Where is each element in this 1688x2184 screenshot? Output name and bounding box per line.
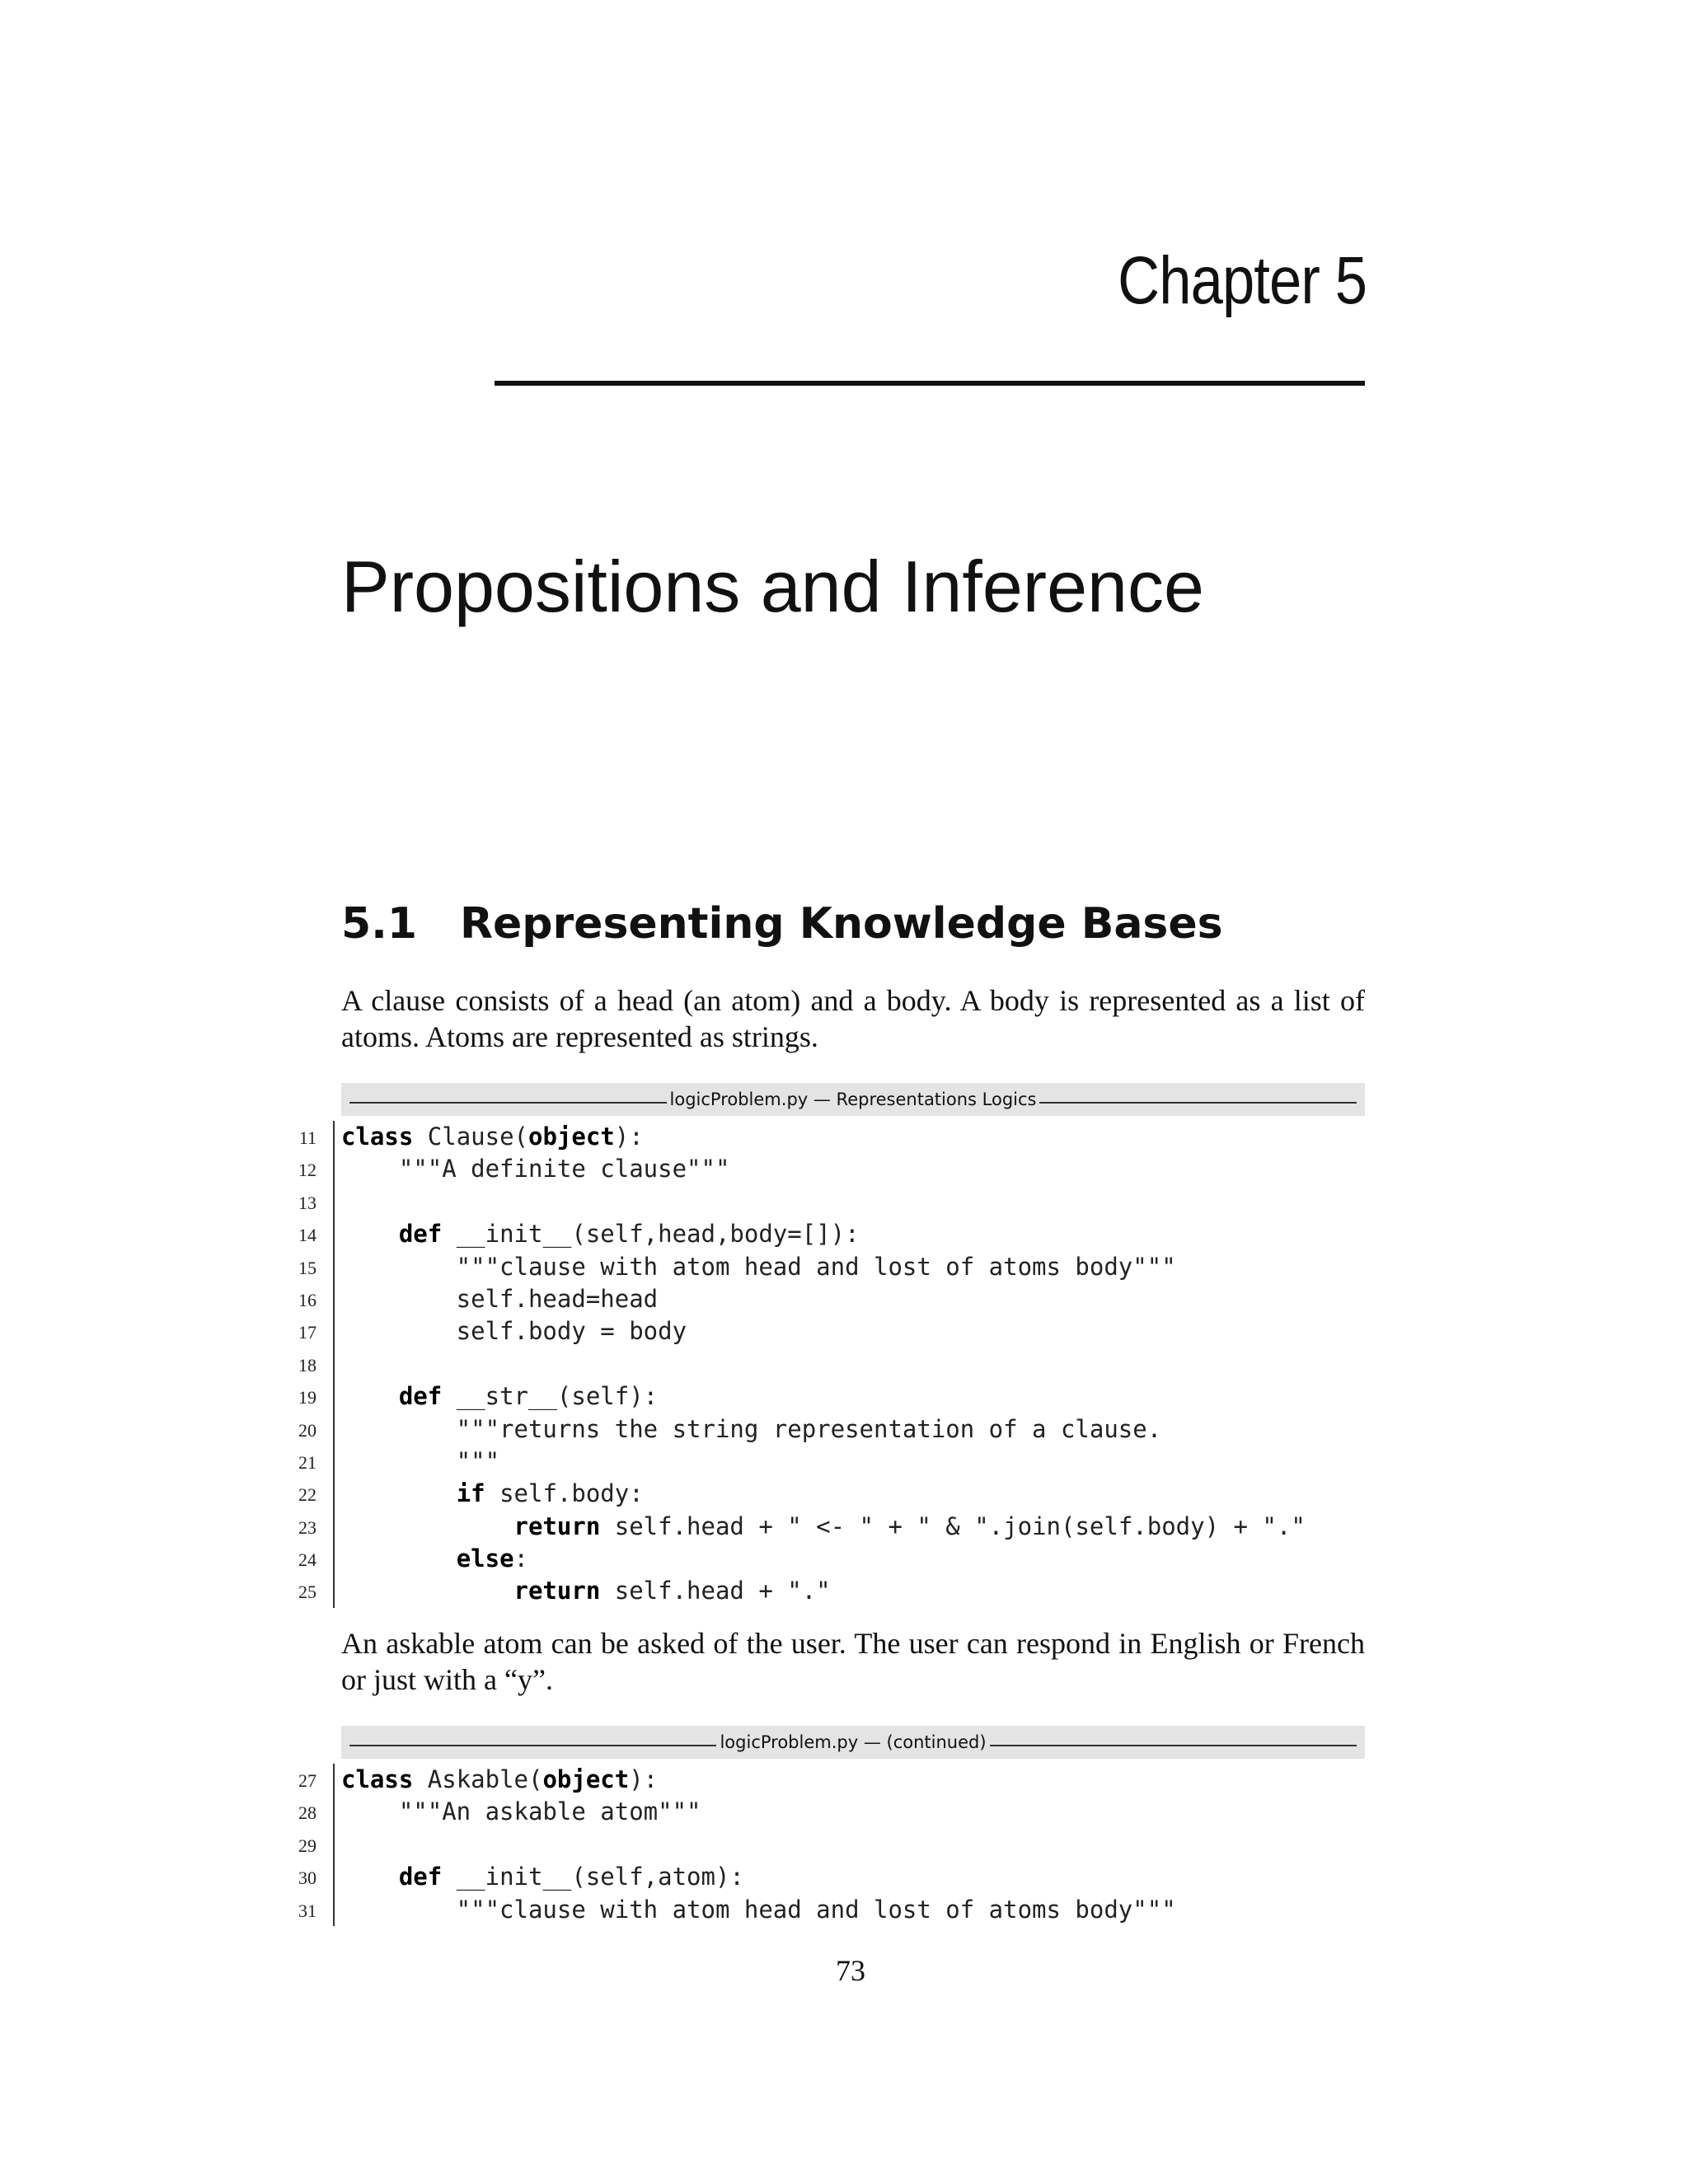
line-number: 18 — [298, 1354, 316, 1376]
code-text: """returns the string representation of a clause. — [341, 1414, 1162, 1443]
listing-caption: logicProblem.py — Representations Logics — [669, 1090, 1037, 1109]
line-number: 23 — [298, 1516, 316, 1538]
section-title: Representing Knowledge Bases — [460, 899, 1223, 949]
line-number: 17 — [298, 1322, 316, 1343]
code-text: class Clause(object): — [341, 1122, 644, 1151]
line-number: 22 — [298, 1484, 316, 1506]
line-number: 25 — [298, 1582, 316, 1603]
line-number: 15 — [298, 1257, 316, 1278]
line-number: 19 — [298, 1387, 316, 1408]
paragraph-clause-intro: A clause consists of a head (an atom) and a body. A body is represented as a list of atoms. Atoms are represented as strings. — [341, 984, 1365, 1053]
line-number: 12 — [298, 1160, 316, 1181]
code-text: """clause with atom head and lost of atoms body""" — [341, 1895, 1176, 1924]
chapter-label: Chapter 5 — [1118, 243, 1367, 318]
section-heading — [341, 899, 1223, 949]
listing-header-continued — [341, 1726, 1365, 1759]
code-text: if self.body: — [456, 1479, 644, 1508]
code-text: self.head=head — [341, 1284, 659, 1313]
listing-caption: logicProblem.py — (continued) — [720, 1732, 987, 1752]
code-text: """clause with atom head and lost of atoms body""" — [341, 1252, 1176, 1281]
line-number: 16 — [298, 1289, 316, 1310]
caption-rule-right — [990, 1745, 1357, 1746]
caption-rule-right — [1039, 1102, 1357, 1104]
caption-rule-left — [349, 1745, 716, 1746]
line-number: 30 — [298, 1868, 316, 1889]
code-gutter-bar — [333, 1121, 335, 1608]
code-text: return self.head + "." — [513, 1577, 831, 1605]
line-number: 28 — [298, 1802, 316, 1824]
section-number: 5.1 — [341, 899, 418, 949]
line-number: 24 — [298, 1549, 316, 1571]
line-number: 31 — [298, 1900, 316, 1921]
line-number: 14 — [298, 1225, 316, 1246]
listing-header — [341, 1083, 1365, 1116]
code-text: def __init__(self,head,body=[]): — [398, 1220, 860, 1249]
code-text: def __str__(self): — [398, 1382, 659, 1411]
line-number: 27 — [298, 1770, 316, 1791]
line-number: 11 — [298, 1127, 316, 1148]
code-text: else: — [456, 1544, 528, 1573]
code-text: self.body = body — [341, 1317, 687, 1346]
line-number: 29 — [298, 1835, 316, 1856]
code-text: """ — [341, 1446, 500, 1475]
code-text: return self.head + " <- " + " & ".join(self.body) + "." — [513, 1511, 1306, 1540]
code-text: class Askable(object): — [341, 1765, 659, 1793]
caption-rule-left — [349, 1102, 667, 1104]
code-text: def __init__(self,atom): — [398, 1863, 744, 1891]
line-number: 21 — [298, 1451, 316, 1473]
chapter-title: Propositions and Inference — [341, 546, 1204, 627]
code-text: """An askable atom""" — [341, 1797, 701, 1826]
line-number: 20 — [298, 1419, 316, 1441]
chapter-rule — [495, 381, 1365, 386]
page-number: 73 — [836, 1954, 865, 1987]
line-number: 13 — [298, 1192, 316, 1213]
code-text: """A definite clause""" — [341, 1155, 730, 1183]
code-gutter-bar — [333, 1764, 335, 1926]
paragraph-askable-intro: An askable atom can be asked of the user. The user can respond in English or French or just with a “y”. — [341, 1627, 1365, 1696]
